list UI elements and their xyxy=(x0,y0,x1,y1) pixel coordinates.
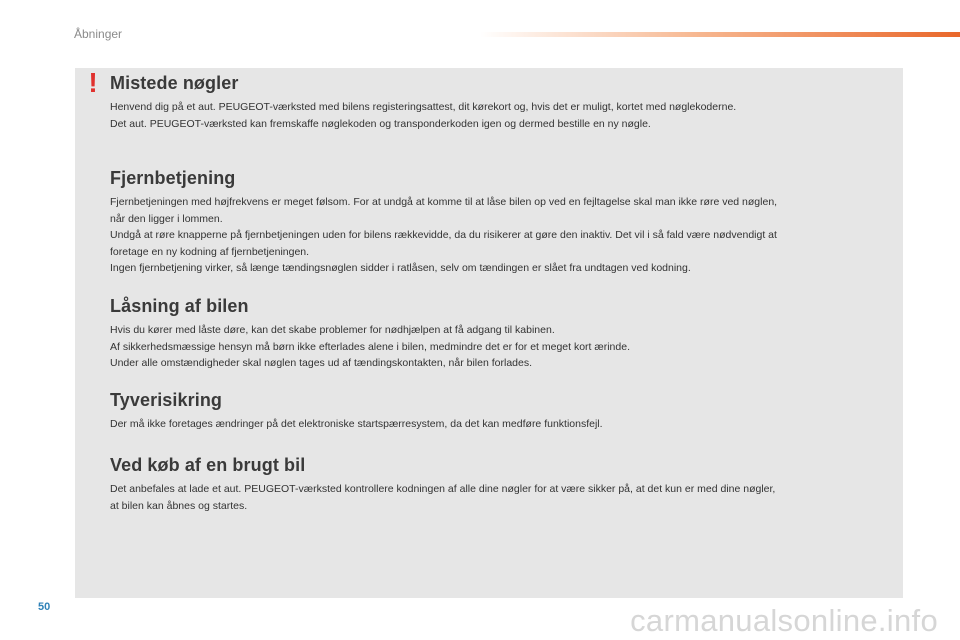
paragraph-line: at bilen kan åbnes og startes. xyxy=(110,499,248,512)
chapter-accent-line xyxy=(480,32,960,37)
paragraph-line: Undgå at røre knapperne på fjernbetjeningen uden for bilens rækkevidde, da du risikerer at gøre den inaktiv. Det vil i så fald være nødvendigt at xyxy=(110,229,777,241)
paragraph-line: Det aut. PEUGEOT-værksted kan fremskaffe nøglekoden og transponderkoden igen og dermed bestille en ny nøgle. xyxy=(110,117,651,130)
paragraph-line: Henvend dig på et aut. PEUGEOT-værksted med bilens registeringsattest, dit kørekort og, hvis det er muligt, kortet med nøglekoderne. xyxy=(110,101,737,113)
section-ved-kob-af-en-brugt-bil xyxy=(110,452,895,514)
paragraph-line: Ingen fjernbetjening virker, så længe tændingsnøglen sidder i ratlåsen, selv om tændingen er slået fra undtagen ved kodning. xyxy=(110,262,691,274)
section-title: Fjernbetjening xyxy=(110,168,236,188)
paragraph-line: foretage en ny kodning af fjernbetjeningen. xyxy=(110,245,310,258)
section-fjernbetjening xyxy=(110,165,895,277)
watermark: carmanualsonline.info xyxy=(630,603,938,638)
paragraph-line: Fjernbetjeningen med højfrekvens er meget følsom. For at undgå at komme til at låse bilen op ved en fejltagelse skal man ikke røre ved nøglen, xyxy=(110,196,778,208)
section-lasning-af-bilen xyxy=(110,293,895,372)
page-number: 50 xyxy=(38,601,51,613)
paragraph-line: når den ligger i lommen. xyxy=(110,212,223,225)
section-mistede-nogler xyxy=(110,70,895,132)
section-title: Ved køb af en brugt bil xyxy=(110,455,306,475)
section-tyverisikring xyxy=(110,387,895,433)
chapter-title: Åbninger xyxy=(74,27,123,41)
warning-icon: ! xyxy=(88,67,98,98)
section-title: Tyverisikring xyxy=(110,390,223,410)
section-title: Mistede nøgler xyxy=(110,73,239,93)
paragraph-line: Under alle omstændigheder skal nøglen tages ud af tændingskontakten, når bilen forlades. xyxy=(110,357,533,369)
paragraph-line: Det anbefales at lade et aut. PEUGEOT-værksted kontrollere kodningen af alle dine nøgler for at være sikker på, at det kun er med dine nøgler, xyxy=(110,483,776,495)
paragraph-line: Hvis du kører med låste døre, kan det skabe problemer for nødhjælpen at få adgang til kabinen. xyxy=(110,324,555,336)
paragraph-line: Der må ikke foretages ændringer på det elektroniske startspærresystem, da det kan medføre funktionsfejl. xyxy=(110,418,603,430)
section-title: Låsning af bilen xyxy=(110,296,249,316)
paragraph-line: Af sikkerhedsmæssige hensyn må børn ikke efterlades alene i bilen, medmindre det er for et meget kort ærinde. xyxy=(110,340,630,353)
